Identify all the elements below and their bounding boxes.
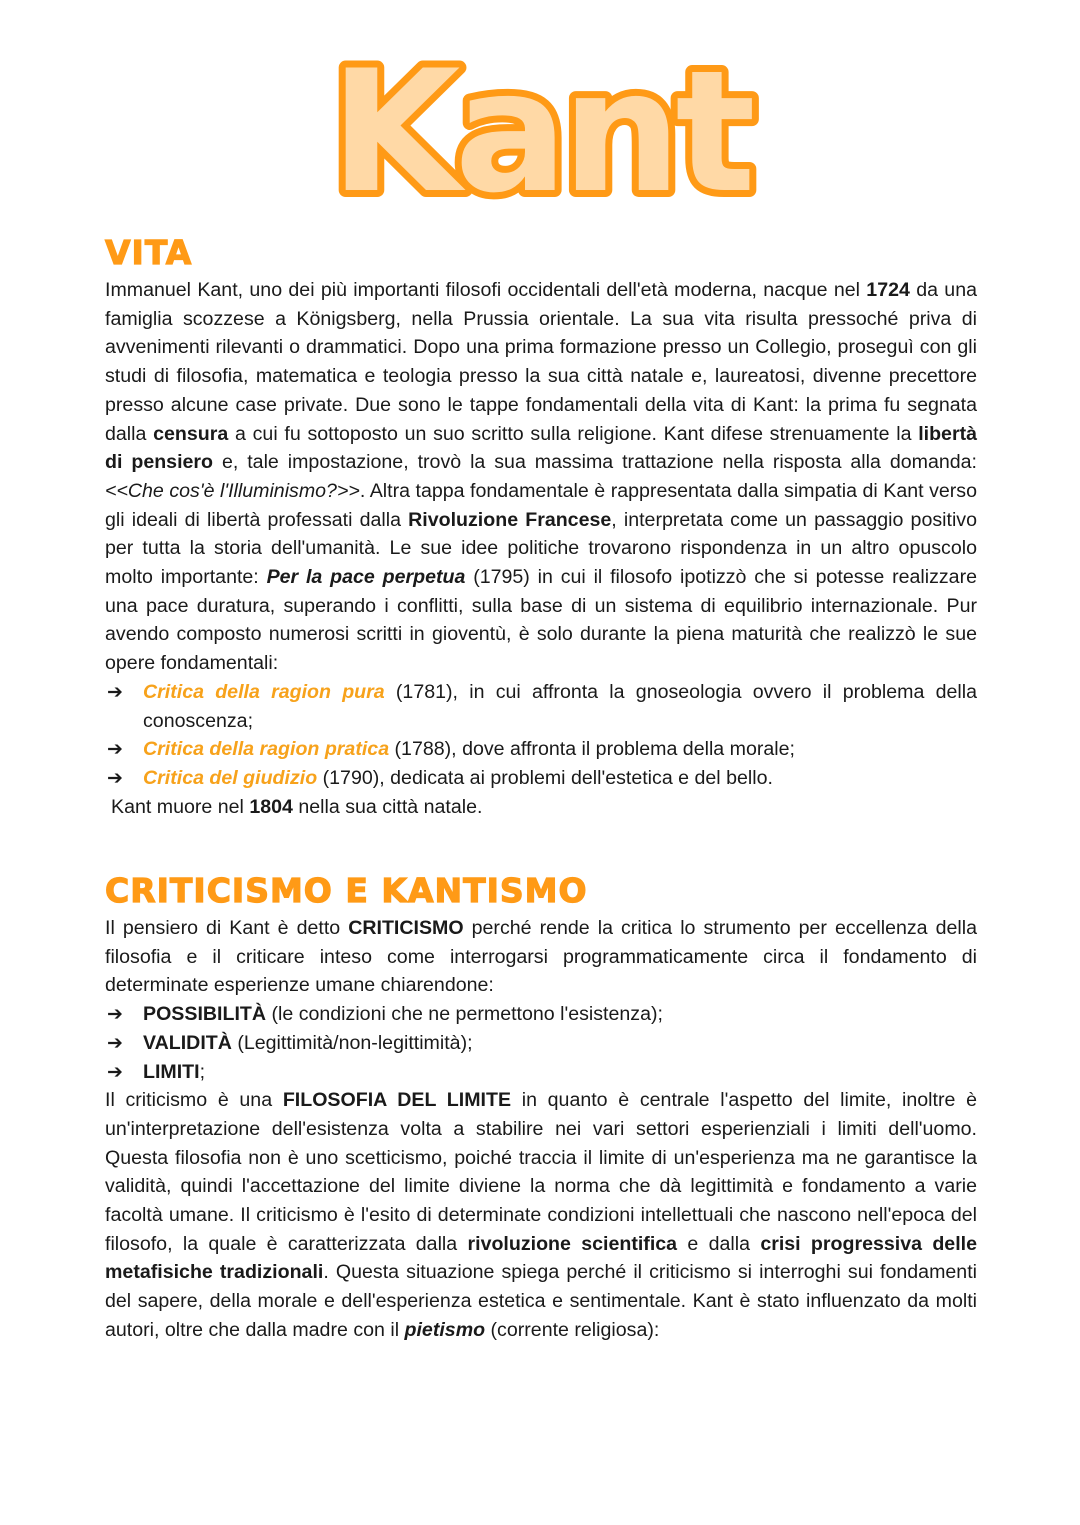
logo-text: Kant (330, 48, 750, 218)
death-line: Kant muore nel 1804 nella sua città natale. (111, 795, 483, 818)
works-list (105, 678, 977, 793)
arrow-right-icon: ➔ (107, 1031, 123, 1054)
arrow-right-icon: ➔ (107, 766, 123, 789)
vita-paragraph: Immanuel Kant, uno dei più importanti filosofi occidentali dell'età moderna, nacque nel 1724 da una famiglia scozzese a Königsberg, nella Prussia orientale. La sua vita risulta pressoché priva di avvenimenti rilevanti o drammatici. Dopo una prima formazione presso un Collegio, proseguì con gli studi di filosofia, matematica e teologia presso la sua città natale e, laureatosi, divenne precettore presso alcune case private. Due sono le tappe fondamentali della vita di Kant: la prima fu segnata dalla censura a cui fu sottoposto un suo scritto sulla religione. Kant difese strenuamente la libertà di pensiero e, tale impostazione, trovò la sua massima trattazione nella risposta alla domanda: <<Che cos'è l'Illuminismo?>>. Altra tappa fondamentale è rappresentata dalla simpatia di Kant verso gli ideali di libertà professati dalla Rivoluzione Francese, interpretata come un passaggio positivo per tutta la storia dell'umanità. Le sue idee politiche trovarono rispondenza in un altro opuscolo molto importante: Per la pace perpetua (1795) in cui il filosofo ipotizzò che si potesse realizzare una pace duratura, superando i conflitti, sulla base di un sistema di equilibrio internazionale. Pur avendo composto numerosi scritti in gioventù, è solo durante la piena maturità che realizzò le sue opere fondamentali: (105, 279, 978, 675)
arrow-right-icon: ➔ (107, 1003, 123, 1026)
criticismo-paragraph-2: Il criticismo è una FILOSOFIA DEL LIMITE in quanto è centrale l'aspetto del limite, inoltre è un'interpretazione dell'esistenza volta a stabilire nei vari settori esperienziali i limiti dell'uomo. Questa filosofia non è uno scetticismo, poiché traccia il limite di un'esperienza ma ne garantisce la validità, quindi l'accettazione del limite diviene la norma che dà legittimità e fondamento a varie facoltà umane. Il criticismo è l'esito di determinate condizioni intellettuali che nascono nell'epoca del filosofo, la quale è caratterizzata dalla rivoluzione scientifica e dalla crisi progressiva delle metafisiche tradizionali. Questa situazione spiega perché il criticismo si interroghi sui fondamenti del sapere, della morale e dell'esperienza estetica e sentimentale. Kant è stato influenzato da molti autori, oltre che dalla madre con il pietismo (corrente religiosa): (105, 1089, 977, 1341)
arrow-right-icon: ➔ (107, 680, 123, 703)
section-title-criticismo: CRITICISMO E KANTISMO (105, 871, 588, 910)
list-item: ➔ VALIDITÀ (Legittimità/non-legittimità); (105, 1029, 977, 1058)
criticismo-paragraph-1: Il pensiero di Kant è detto CRITICISMO perché rende la critica lo strumento per eccellenza della filosofia e il criticare inteso come interrogarsi programmaticamente circa il fondamento di determinate esperienze umane chiarendone: (105, 917, 978, 997)
criticismo-section-body (105, 914, 977, 1345)
arrow-right-icon: ➔ (107, 1060, 123, 1083)
list-item: ➔ Critica della ragion pura (1781), in cui affronta la gnoseologia ovvero il problema della conoscenza; (105, 678, 977, 735)
list-item: ➔ LIMITI; (105, 1058, 977, 1087)
vita-section-body (105, 276, 977, 821)
kant-logo-art (300, 48, 780, 218)
kant-logo (300, 48, 780, 218)
criticismo-list (105, 1000, 977, 1086)
arrow-right-icon: ➔ (107, 738, 123, 761)
section-title-vita: VITA (105, 233, 193, 272)
list-item: ➔ Critica della ragion pratica (1788), dove affronta il problema della morale; (105, 735, 977, 764)
list-item: ➔ Critica del giudizio (1790), dedicata ai problemi dell'estetica e del bello. (105, 764, 977, 793)
list-item: ➔ POSSIBILITÀ (le condizioni che ne permettono l'esistenza); (105, 1000, 977, 1029)
